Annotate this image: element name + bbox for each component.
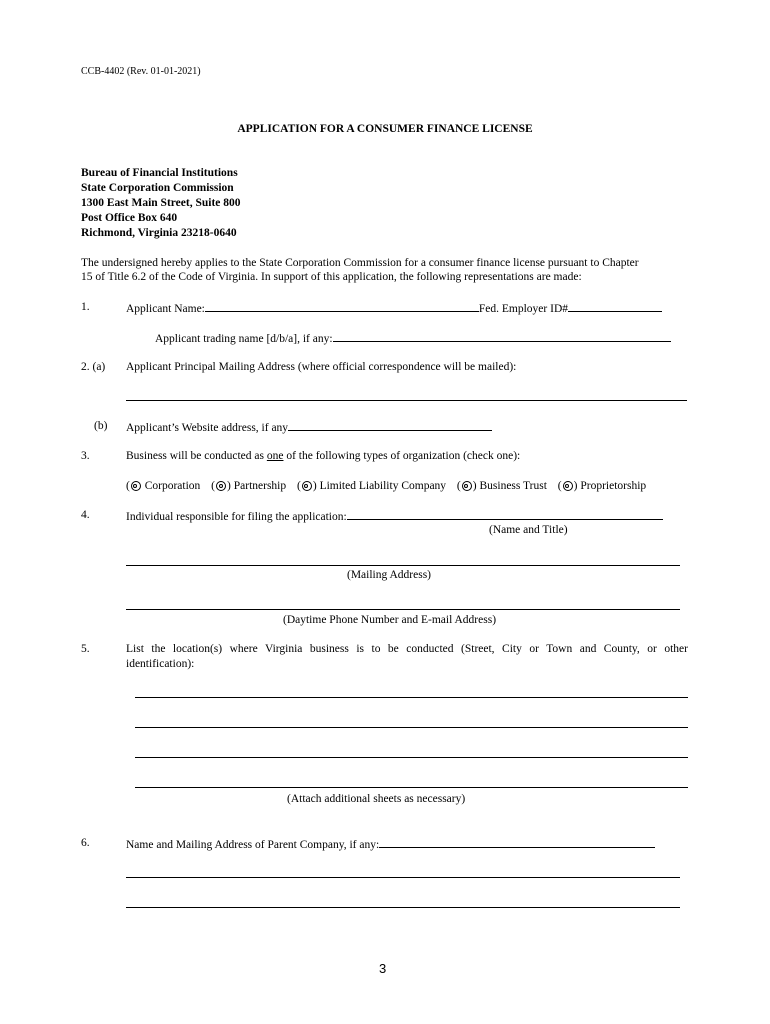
org-label-underlined: one bbox=[266, 450, 284, 462]
locations-label-line-2: identification): bbox=[126, 658, 195, 670]
location-field-3[interactable] bbox=[135, 757, 688, 758]
parent-company-field-3[interactable] bbox=[126, 907, 680, 908]
address-line-3: 1300 East Main Street, Suite 800 bbox=[81, 197, 241, 209]
item-6-number: 6. bbox=[81, 837, 90, 849]
radio-icon[interactable] bbox=[131, 481, 141, 491]
phone-email-field[interactable] bbox=[126, 609, 680, 610]
option-partnership[interactable]: ( ) Partnership bbox=[211, 480, 287, 492]
option-proprietorship[interactable]: ( ) Proprietorship bbox=[557, 480, 647, 492]
option-label: Proprietorship bbox=[580, 480, 647, 492]
address-line-5: Richmond, Virginia 23218-0640 bbox=[81, 227, 237, 239]
option-label: Limited Liability Company bbox=[319, 480, 447, 492]
item-3-number: 3. bbox=[81, 450, 90, 462]
page-title: APPLICATION FOR A CONSUMER FINANCE LICENSE bbox=[237, 123, 533, 135]
org-label-post: of the following types of organization (check one): bbox=[283, 450, 521, 462]
page-number: 3 bbox=[379, 961, 387, 976]
location-field-4[interactable] bbox=[135, 787, 688, 788]
attach-sheets-caption: (Attach additional sheets as necessary) bbox=[287, 793, 466, 805]
fein-label: Fed. Employer ID# bbox=[478, 303, 568, 315]
radio-icon[interactable] bbox=[216, 481, 226, 491]
applicant-name-field[interactable] bbox=[205, 300, 479, 312]
parent-company-label: Name and Mailing Address of Parent Company, if any: bbox=[126, 839, 380, 851]
location-field-1[interactable] bbox=[135, 697, 688, 698]
trading-name-row bbox=[155, 330, 671, 346]
radio-icon[interactable] bbox=[462, 481, 472, 491]
mailing-address-field[interactable] bbox=[126, 400, 687, 401]
trading-name-field[interactable] bbox=[333, 330, 671, 342]
filing-mailing-address-field[interactable] bbox=[126, 565, 680, 566]
item-2b-number: (b) bbox=[94, 420, 108, 432]
item-5-number: 5. bbox=[81, 643, 90, 655]
parent-company-field-2[interactable] bbox=[126, 877, 680, 878]
organization-type-options bbox=[126, 479, 646, 493]
applicant-name-row bbox=[126, 300, 662, 316]
trading-name-label: Applicant trading name [d/b/a], if any: bbox=[155, 333, 333, 345]
option-label: Business Trust bbox=[479, 480, 547, 492]
radio-icon[interactable] bbox=[302, 481, 312, 491]
filing-individual-field[interactable] bbox=[347, 508, 663, 520]
intro-line-1: The undersigned hereby applies to the State Corporation Commission for a consumer finance license pursuant to Chapter bbox=[81, 257, 639, 269]
option-label: Partnership bbox=[233, 480, 287, 492]
intro-line-2: 15 of Title 6.2 of the Code of Virginia. In support of this application, the following representations are made: bbox=[81, 271, 582, 283]
item-4-number: 4. bbox=[81, 509, 90, 521]
option-business-trust[interactable]: ( ) Business Trust bbox=[456, 480, 547, 492]
parent-company-field[interactable] bbox=[379, 836, 655, 848]
fein-field[interactable] bbox=[568, 300, 662, 312]
website-label: Applicant’s Website address, if any bbox=[126, 422, 289, 434]
mailing-address-label: Applicant Principal Mailing Address (where official correspondence will be mailed): bbox=[126, 361, 517, 373]
phone-email-caption: (Daytime Phone Number and E-mail Address) bbox=[283, 614, 497, 626]
option-label: Corporation bbox=[144, 480, 201, 492]
address-line-4: Post Office Box 640 bbox=[81, 212, 178, 224]
address-line-1: Bureau of Financial Institutions bbox=[81, 167, 238, 179]
applicant-name-label: Applicant Name: bbox=[126, 303, 205, 315]
option-corporation[interactable]: ( Corporation bbox=[126, 480, 201, 492]
parent-company-row bbox=[126, 836, 655, 852]
website-row bbox=[126, 419, 492, 435]
form-id: CCB-4402 (Rev. 01-01-2021) bbox=[81, 66, 201, 77]
filing-individual-row bbox=[126, 508, 663, 524]
organization-type-label bbox=[126, 449, 520, 463]
mailing-address-caption: (Mailing Address) bbox=[347, 569, 432, 581]
org-label-pre: Business will be conducted as bbox=[126, 450, 267, 462]
name-title-caption: (Name and Title) bbox=[489, 524, 568, 536]
option-llc[interactable]: ( ) Limited Liability Company bbox=[297, 480, 447, 492]
address-line-2: State Corporation Commission bbox=[81, 182, 234, 194]
location-field-2[interactable] bbox=[135, 727, 688, 728]
item-1-number: 1. bbox=[81, 301, 90, 313]
website-field[interactable] bbox=[288, 419, 492, 431]
item-2a-number: 2. (a) bbox=[81, 361, 106, 373]
locations-label-line-1: List the location(s) where Virginia business is to be conducted (Street, City or Town and County, or other bbox=[126, 643, 688, 655]
filing-individual-label: Individual responsible for filing the application: bbox=[126, 511, 347, 523]
radio-icon[interactable] bbox=[563, 481, 573, 491]
